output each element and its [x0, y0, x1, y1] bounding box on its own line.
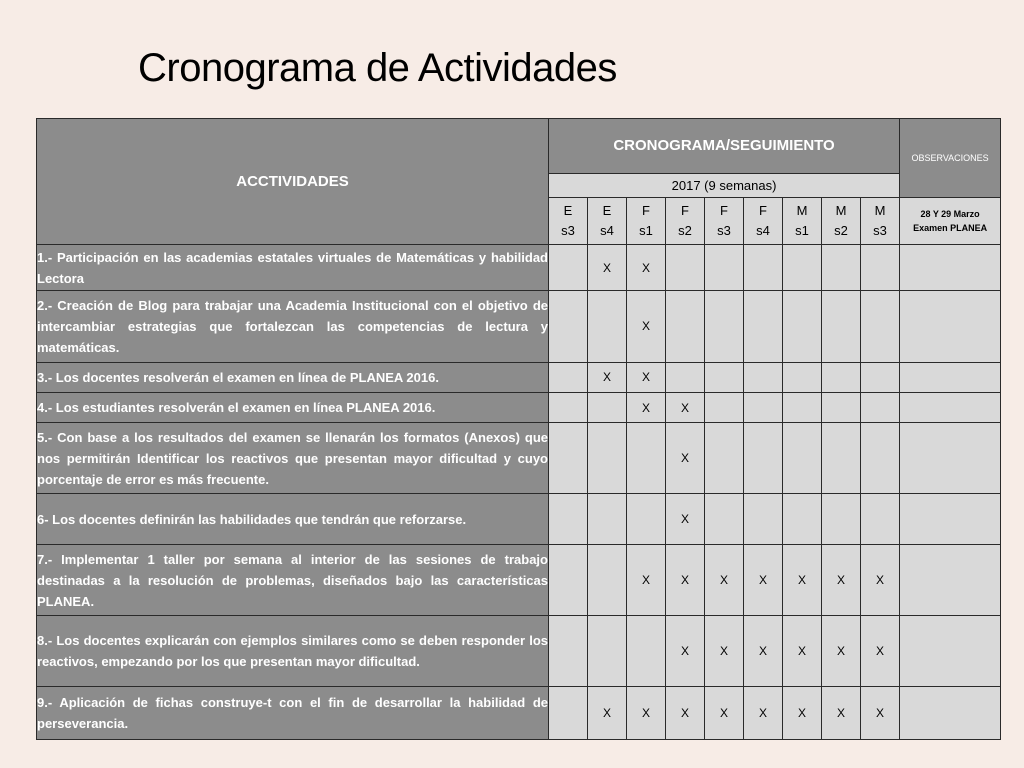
observation-note-line1: 28 Y 29 Marzo: [920, 208, 980, 219]
schedule-cell: X: [822, 545, 861, 616]
schedule-cell: X: [666, 687, 705, 740]
table-row: [37, 687, 1001, 740]
schedule-cell: X: [744, 545, 783, 616]
schedule-cell: [705, 362, 744, 392]
schedule-cell: [549, 687, 588, 740]
observation-cell: [900, 362, 1001, 392]
schedule-cell: [705, 244, 744, 291]
table-row: [37, 494, 1001, 545]
activity-cell: 9.- Aplicación de fichas construye-t con el fin de desarrollar la habilidad de perseverancia.: [37, 687, 549, 740]
table-row: [37, 244, 1001, 291]
schedule-cell: [822, 291, 861, 362]
observation-cell: [900, 687, 1001, 740]
page-title: Cronograma de Actividades: [138, 46, 617, 90]
schedule-cell: X: [822, 616, 861, 687]
week-number: s4: [600, 222, 614, 238]
schedule-cell: [627, 494, 666, 545]
schedule-cell: X: [705, 616, 744, 687]
schedule-cell: X: [861, 545, 900, 616]
schedule-cell: [744, 291, 783, 362]
week-number: s1: [639, 222, 653, 238]
schedule-cell: [627, 616, 666, 687]
schedule-cell: X: [588, 244, 627, 291]
schedule-cell: X: [822, 687, 861, 740]
activity-cell: 5.- Con base a los resultados del examen se llenarán los formatos (Anexos) que nos permitirán Identificar los reactivos que presentan mayor dificultad y cuyo porcentaje de error es más frecuente.: [37, 423, 549, 494]
observation-cell: [900, 392, 1001, 422]
schedule-cell: [549, 616, 588, 687]
schedule-cell: X: [744, 616, 783, 687]
week-month: E: [563, 202, 573, 218]
schedule-cell: X: [588, 362, 627, 392]
week-month: E: [602, 202, 612, 218]
week-header-1: [588, 198, 627, 245]
schedule-cell: X: [666, 545, 705, 616]
schedule-cell: [588, 423, 627, 494]
schedule-cell: [783, 392, 822, 422]
table-row: [37, 392, 1001, 422]
schedule-cell: X: [627, 291, 666, 362]
week-month: M: [874, 202, 886, 218]
activity-cell: 7.- Implementar 1 taller por semana al interior de las sesiones de trabajo destinadas a la resolución de problemas, diseñados bajo las características PLANEA.: [37, 545, 549, 616]
schedule-cell: X: [783, 616, 822, 687]
week-number: s4: [756, 222, 770, 238]
schedule-table: [36, 118, 1001, 740]
week-header-4: [705, 198, 744, 245]
schedule-cell: [588, 494, 627, 545]
observation-note: [900, 198, 1001, 245]
week-header-7: [822, 198, 861, 245]
week-number: s2: [678, 222, 692, 238]
year-header: 2017 (9 semanas): [549, 173, 900, 197]
schedule-cell: X: [627, 362, 666, 392]
schedule-cell: [861, 291, 900, 362]
observations-header: OBSERVACIONES: [900, 119, 1001, 198]
observation-cell: [900, 244, 1001, 291]
schedule-cell: [588, 545, 627, 616]
schedule-cell: [588, 291, 627, 362]
schedule-cell: [744, 423, 783, 494]
schedule-cell: [666, 244, 705, 291]
schedule-cell: X: [627, 545, 666, 616]
schedule-cell: [666, 362, 705, 392]
schedule-cell: [861, 244, 900, 291]
schedule-cell: [822, 494, 861, 545]
schedule-header: CRONOGRAMA/SEGUIMIENTO: [549, 119, 900, 174]
schedule-cell: [744, 362, 783, 392]
schedule-cell: [783, 244, 822, 291]
week-month: F: [720, 202, 728, 218]
week-header-3: [666, 198, 705, 245]
schedule-cell: [588, 616, 627, 687]
schedule-cell: [744, 494, 783, 545]
schedule-cell: [783, 423, 822, 494]
schedule-cell: [783, 291, 822, 362]
schedule-cell: [705, 423, 744, 494]
schedule-cell: [861, 423, 900, 494]
schedule-cell: [783, 362, 822, 392]
schedule-cell: X: [705, 687, 744, 740]
schedule-cell: [822, 423, 861, 494]
week-header-5: [744, 198, 783, 245]
schedule-cell: X: [627, 392, 666, 422]
schedule-cell: X: [861, 616, 900, 687]
week-number: s3: [717, 222, 731, 238]
schedule-cell: X: [861, 687, 900, 740]
schedule-cell: [744, 244, 783, 291]
schedule-cell: X: [666, 494, 705, 545]
schedule-cell: X: [783, 687, 822, 740]
schedule-cell: X: [744, 687, 783, 740]
activity-cell: 6- Los docentes definirán las habilidades que tendrán que reforzarse.: [37, 494, 549, 545]
schedule-cell: [783, 494, 822, 545]
week-month: M: [796, 202, 808, 218]
schedule-cell: [549, 392, 588, 422]
schedule-cell: [744, 392, 783, 422]
schedule-cell: [822, 244, 861, 291]
observation-cell: [900, 291, 1001, 362]
week-header-8: [861, 198, 900, 245]
observation-cell: [900, 494, 1001, 545]
schedule-cell: [705, 291, 744, 362]
schedule-cell: [549, 545, 588, 616]
week-number: s3: [561, 222, 575, 238]
week-month: F: [759, 202, 767, 218]
activity-cell: 4.- Los estudiantes resolverán el examen en línea PLANEA 2016.: [37, 392, 549, 422]
schedule-cell: X: [783, 545, 822, 616]
schedule-cell: X: [666, 392, 705, 422]
activity-cell: 3.- Los docentes resolverán el examen en línea de PLANEA 2016.: [37, 362, 549, 392]
schedule-cell: [627, 423, 666, 494]
schedule-cell: [549, 362, 588, 392]
observation-cell: [900, 423, 1001, 494]
schedule-cell: [549, 244, 588, 291]
activity-cell: 8.- Los docentes explicarán con ejemplos similares como se deben responder los reactivos, empezando por los que presentan mayor dificultad.: [37, 616, 549, 687]
activity-cell: 2.- Creación de Blog para trabajar una Academia Institucional con el objetivo de intercambiar estrategias que fortalezcan las competencias de lectura y matemáticas.: [37, 291, 549, 362]
week-header-6: [783, 198, 822, 245]
week-header-0: [549, 198, 588, 245]
schedule-cell: [822, 392, 861, 422]
activities-header: ACCTIVIDADES: [37, 119, 549, 245]
observation-cell: [900, 616, 1001, 687]
observation-cell: [900, 545, 1001, 616]
schedule-cell: [822, 362, 861, 392]
week-month: F: [642, 202, 650, 218]
activity-cell: 1.- Participación en las academias estatales virtuales de Matemáticas y habilidad Lectora: [37, 244, 549, 291]
schedule-cell: X: [705, 545, 744, 616]
schedule-cell: X: [627, 244, 666, 291]
week-number: s2: [834, 222, 848, 238]
schedule-cell: [666, 291, 705, 362]
schedule-cell: X: [666, 423, 705, 494]
schedule-cell: [705, 392, 744, 422]
schedule-cell: X: [627, 687, 666, 740]
week-number: s1: [795, 222, 809, 238]
schedule-cell: [861, 362, 900, 392]
table-row: [37, 616, 1001, 687]
week-number: s3: [873, 222, 887, 238]
schedule-cell: [588, 392, 627, 422]
table-row: [37, 362, 1001, 392]
observation-note-line2: Examen PLANEA: [913, 222, 988, 233]
schedule-cell: [705, 494, 744, 545]
schedule-cell: [549, 291, 588, 362]
table-row: [37, 545, 1001, 616]
week-header-2: [627, 198, 666, 245]
week-month: F: [681, 202, 689, 218]
schedule-cell: [861, 494, 900, 545]
schedule-cell: [549, 423, 588, 494]
week-month: M: [835, 202, 847, 218]
schedule-cell: [861, 392, 900, 422]
schedule-cell: X: [666, 616, 705, 687]
table-row: [37, 291, 1001, 362]
schedule-cell: [549, 494, 588, 545]
table-row: [37, 423, 1001, 494]
schedule-cell: X: [588, 687, 627, 740]
